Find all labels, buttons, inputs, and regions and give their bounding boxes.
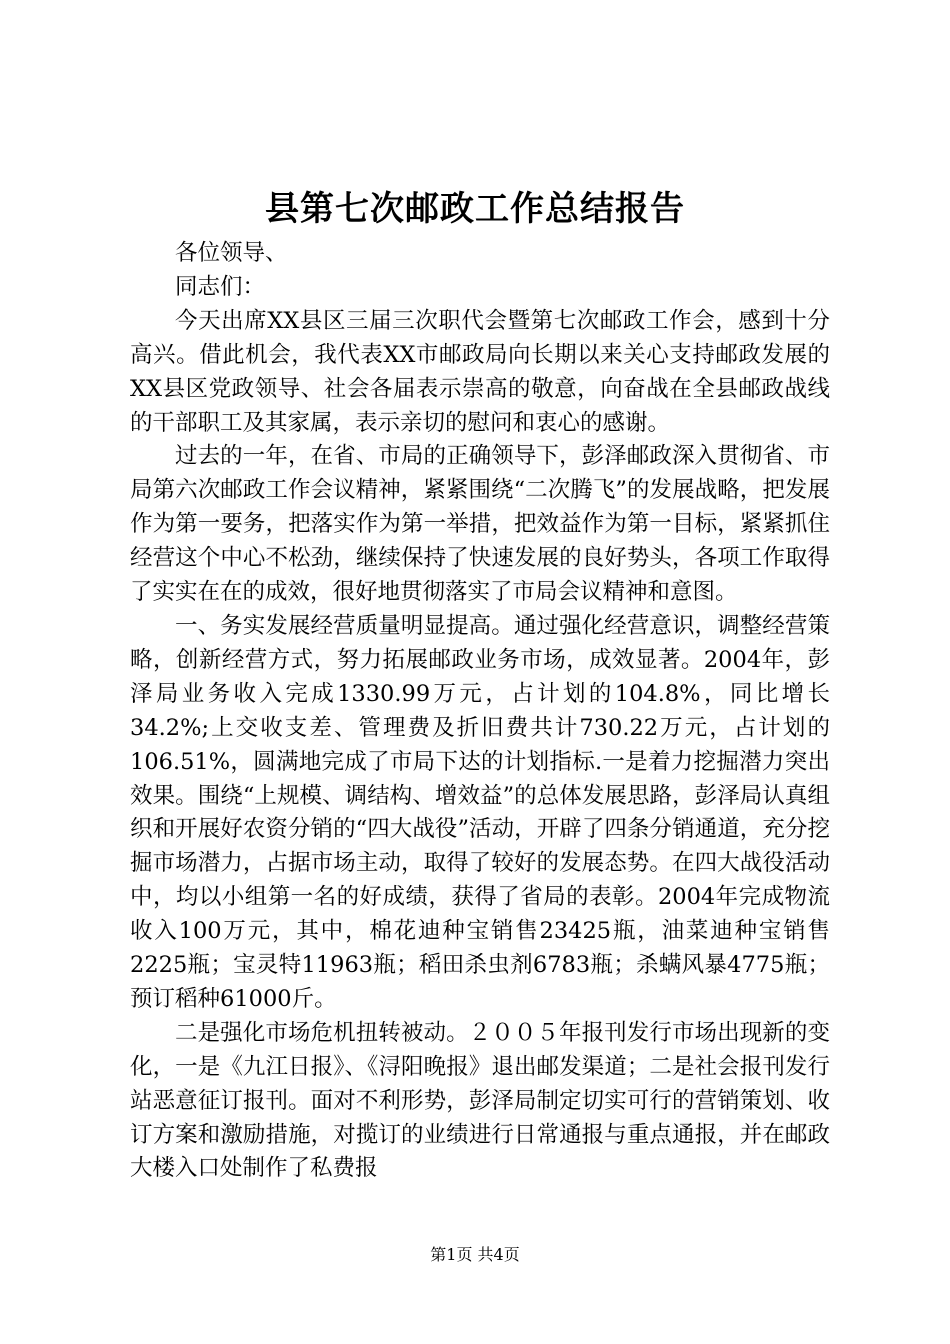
body-paragraph: 二是强化市场危机扭转被动。２００５年报刊发行市场出现新的变化，一是《九江日报》、《浔阳晚报》退出邮发渠道；二是社会报刊发行站恶意征订报刊。面对不利形势，彭泽局制定切实可行的营销策划、收订方案和激励措施，对揽订的业绩进行日常通报与重点通报，并在邮政大楼入口处制作了私费报 xyxy=(130,1019,830,1182)
body-paragraph: 过去的一年，在省、市局的正确领导下，彭泽邮政深入贯彻省、市局第六次邮政工作会议精神，紧紧围绕“二次腾飞”的发展战略，把发展作为第一要务，把落实作为第一举措，把效益作为第一目标，紧紧抓住经营这个中心不松劲，继续保持了快速发展的良好势头，各项工作取得了实实在在的成效，很好地贯彻落实了市局会议精神和意图。 xyxy=(130,443,830,606)
body-paragraph: 一、务实发展经营质量明显提高。通过强化经营意识，调整经营策略，创新经营方式，努力拓展邮政业务市场，成效显著。2004年，彭泽局业务收入完成1330.99万元，占计划的104.8%，同比增长34.2%;上交收支差、管理费及折旧费共计730.22万元，占计划的106.51%，圆满地完成了市局下达的计划指标.一是着力挖掘潜力突出效果。围绕“上规模、调结构、增效益”的总体发展思路，彭泽局认真组织和开展好农资分销的“四大战役”活动，开辟了四条分销通道，充分挖掘市场潜力，占据市场主动，取得了较好的发展态势。在四大战役活动中，均以小组第一名的好成绩，获得了省局的表彰。2004年完成物流收入100万元，其中，棉花迪种宝销售23425瓶，油菜迪种宝销售2225瓶；宝灵特11963瓶；稻田杀虫剂6783瓶；杀螨风暴4775瓶；预订稻种61000斤。 xyxy=(130,612,830,1012)
salutation-line: 同志们： xyxy=(175,273,266,300)
salutation-line: 各位领导、 xyxy=(175,240,288,266)
document-title: 县第七次邮政工作总结报告 xyxy=(265,189,685,229)
body-paragraph: 今天出席XX县区三届三次职代会暨第七次邮政工作会，感到十分高兴。借此机会，我代表XX市邮政局向长期以来关心支持邮政发展的XX县区党政领导、社会各届表示崇高的敬意，向奋战在全县邮政战线的干部职工及其家属，表示亲切的慰问和衷心的感谢。 xyxy=(130,307,830,436)
page-number-footer: 第1页 共4页 xyxy=(430,1245,520,1264)
document-body xyxy=(130,237,830,1186)
